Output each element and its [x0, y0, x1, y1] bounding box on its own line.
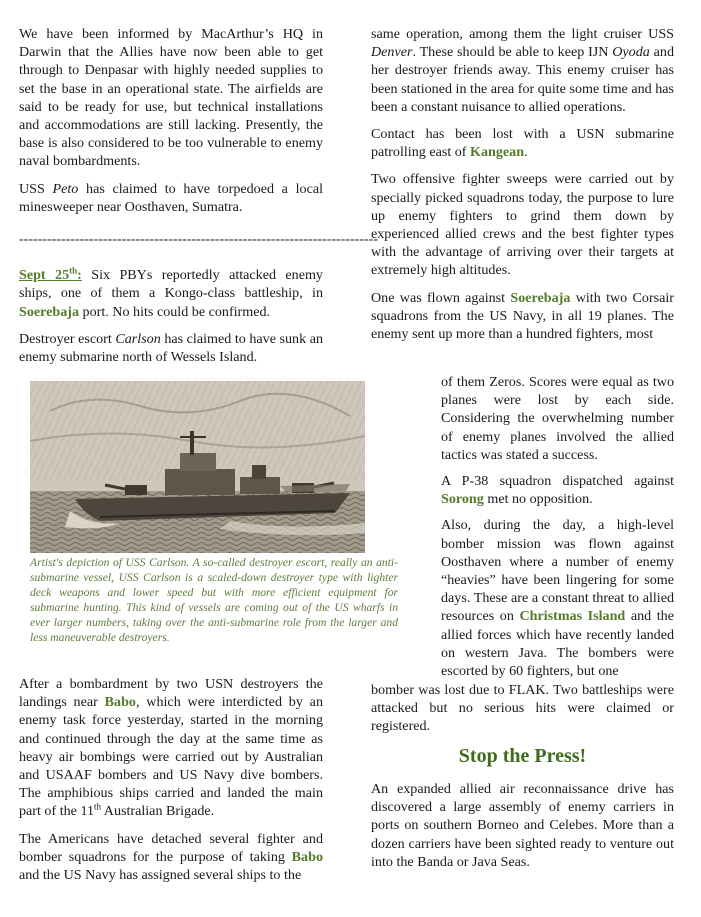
- place-name: Christmas Island: [519, 608, 626, 625]
- right-column: [371, 25, 674, 352]
- paragraph-p38: A P-38 squadron dispatched against Sorong met no opposition.: [441, 473, 674, 508]
- destroyer-escort-drawing: [30, 381, 365, 553]
- paragraph-flak: bomber was lost due to FLAK. Two battleships were attacked but no serious hits were claimed or registered.: [371, 682, 674, 735]
- place-name: Kangean: [470, 144, 525, 161]
- left-column: [19, 25, 378, 375]
- paragraph-peto: USS Peto has claimed to have torpedoed a local minesweeper near Oosthaven, Sumatra.: [19, 180, 323, 215]
- paragraph-carlson: Destroyer escort Carlson has claimed to have sunk an enemy submarine north of Wessels Island.: [19, 330, 323, 366]
- ship-name: Oyoda: [612, 44, 650, 61]
- ship-name: Denver: [371, 44, 413, 61]
- paragraph-fighter-sweeps: Two offensive fighter sweeps were carried out by specially picked squadrons today, the purpose to lure up enemy fighters to grind them down by experienced allied crews and the best fighter types with the advantage of arriving over their targets at extremely high altitudes.: [371, 171, 674, 279]
- section-divider: -----------------------------------------------------------------------------: [19, 232, 378, 248]
- ship-name: Carlson: [115, 330, 161, 347]
- paragraph-kangean: Contact has been lost with a USN submarine patrolling east of Kangean.: [371, 126, 674, 161]
- paragraph-babo-landings: After a bombardment by two USN destroyers the landings near Babo, which were interdicted by an enemy task force yesterday, started in the morning and continued through the day at the same time as heavy air bombings were carried out by Australian and USAAF bombers and US Navy dive bombers. The amphibious ships carried and landed the main part of the 11th Australian Brigade.: [19, 676, 323, 820]
- paragraph-corsair: One was flown against Soerebaja with two Corsair squadrons from the US Navy, in all 19 planes. The enemy sent up more than a hundred fighters, most: [371, 289, 674, 343]
- date-heading: Sept 25th:: [19, 265, 82, 284]
- ship-illustration: [30, 381, 365, 553]
- paragraph-sept25: Sept 25th: Six PBYs reportedly attacked enemy ships, one of them a Kongo-class battleship, in Soerebaja port. No hits could be confirmed.: [19, 265, 323, 320]
- right-column-inset: [441, 373, 674, 688]
- left-column-lower: [19, 675, 323, 893]
- figure-caption: Artist's depiction of USS Carlson. A so-called destroyer escort, really an anti-submarine vessel, USS Carlson is a scaled-down destroyer type with lighter deck weapons and lower speed but with more efficient equipment for submarine hunting. This kind of vessels are coming out of the US wharfs in ever larger numbers, taking over the anti-submarine role from the larger and less maneuverable destroyers.: [30, 556, 398, 644]
- paragraph-carriers: An expanded allied air reconnaissance drive has discovered a large assembly of enemy carriers in ports on southern Borneo and Celebes. More than a dozen carriers have been sighted ready to venture out into the Banda or Java Seas.: [371, 781, 674, 870]
- place-name: Babo: [291, 848, 323, 865]
- paragraph-babo-squadrons: The Americans have detached several fighter and bomber squadrons for the purpose of taking Babo and the US Navy has assigned several ships to the: [19, 830, 323, 884]
- place-name: Babo: [104, 694, 136, 711]
- paragraph-zeros: of them Zeros. Scores were equal as two planes were lost by each side. Considering the overwhelming number of enemy planes involved the allied tactics was stated a success.: [441, 374, 674, 463]
- paragraph-denver: same operation, among them the light cruiser USS Denver. These should be able to keep IJN Oyoda and her destroyer friends away. This enemy cruiser has been stationed in the area for quite some time and has been a constant nuisance to allied operations.: [371, 26, 674, 115]
- paragraph-denpasar: We have been informed by MacArthur’s HQ in Darwin that the Allies have now been able to get through to Denpasar with highly needed supplies to set the base in an operational state. The airfields are said to be ready for use, but technical installations and accommodations are still lacking. Presently, the base is also considered to be too vulnerable to enemy naval bombardments.: [19, 26, 323, 170]
- stop-the-press-heading: Stop the Press!: [458, 745, 587, 767]
- place-name: Soerebaja: [510, 289, 571, 306]
- ship-name: Peto: [52, 180, 79, 197]
- place-name: Soerebaja: [19, 303, 80, 320]
- paragraph-oosthaven: Also, during the day, a high-level bomber mission was flown against Oosthaven where a number of enemy “heavies” have been lingering for some days. These are a constant threat to allied resources on Christmas Island and the allied forces which have recently landed on western Java. The bombers were escorted by 60 fighters, but one: [441, 517, 674, 680]
- place-name: Sorong: [441, 491, 484, 508]
